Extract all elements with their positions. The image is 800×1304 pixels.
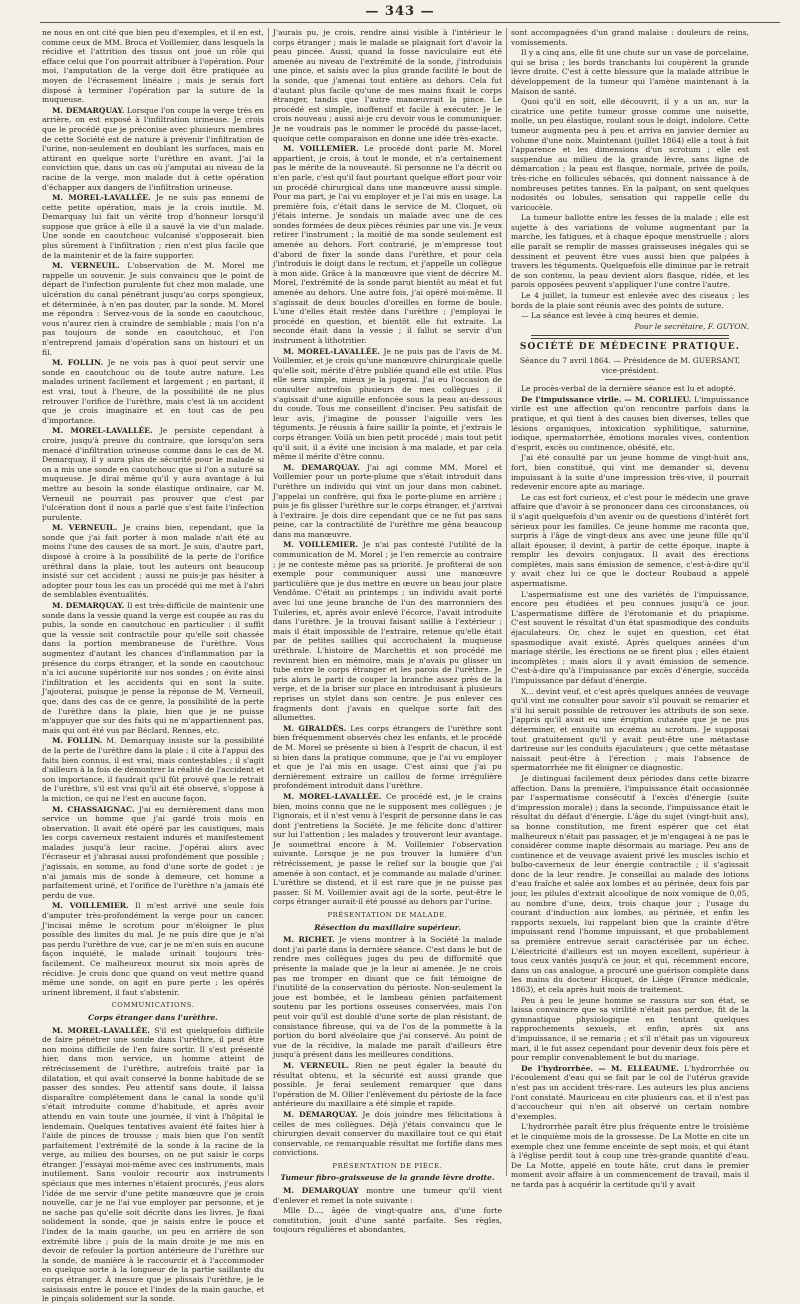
paragraph xyxy=(42,106,264,192)
section-subtitle: Corps étranger dans l'urèthre. xyxy=(88,1012,218,1022)
page-number: — 343 — xyxy=(365,4,435,19)
paragraph-text: M. Demarquay insiste sur la possibilité de la perte de l'urèthre dans la plaie ; il cite à l'appui des faits bien connus, il est vrai, mais contestables ; il s'agit d'ailleurs à la fois de démontrer la réalité de l'accident et son importance, il faudrait qu'il fût prouvé que le retrait de l'urèthre, s'il est vrai qu'il ait été observé, s'oppose à la miction, ce qui ne l'est en aucune façon. xyxy=(42,736,264,803)
paragraph xyxy=(42,805,264,901)
paragraph-text: Je ne puis pas de l'avis de M. Voillemier, et je crois qu'une manœuvre chirurgicale quelle qu'elle soit, mérite d'être publiée quand elle est utile. Plus elle sera simple, mieux je la jugerai. J'ai eu l'occasion de consulter autrefois plusieurs de mes collègues ; il s'agissait d'une aiguille enfoncée sous la peau au-dessous du coude. Tous me conseillent d'inciser. Peu satisfait de leur avis, j'imagine de pousser l'aiguille vers les téguments. Je réussis à faire saillir la pointe, et j'extrais le corps étranger. Voilà un bien petit procédé ; mais tout petit qu'il soit, il a évité une incision à ma malade, et par cela même il mérite d'être connu. xyxy=(273,346,502,462)
paragraph: L'hydrorrhée paraît être plus fréquente entre le troisième et le cinquième mois de la grossesse. De La Motte en cite un exemple chez une femme enceinte de sept mois, et qui étant à l'église perdit tout à coup une très-grande quantité d'eau. De La Motte, appelé en toute hâte, crut dans le premier moment avoir affaire à un commencement de travail, mais il ne tarda pas à acquérir la certitude qu'il y avait xyxy=(511,1122,749,1189)
paragraph xyxy=(42,523,264,600)
column-divider xyxy=(506,28,507,1176)
section-rule xyxy=(531,335,729,339)
paragraph-text: Ce procédé est, je le crains bien, moins connu que ne le supposent mes collègues ; je l'ignorais, et il n'est venu à l'esprit de personne dans le cas dont j'entretiens la Société. Je me félicite donc d'attirer sur lui l'attention ; les malades y trouveront leur avantage. Je soumettrai encore à M. Voillemier l'observation suivante. Lorsque je ne pus trouver la lumière d'un rétrécissement, je passe le relief sur la bougie que j'ai amenée à son contact, et je commande au malade d'uriner. L'urèthre se distend, et il est rare que je ne puisse pas passer. Si M. Voillemier avait agi de la sorte, peut-être le corps étranger aurait-il été poussé au dehors par l'urine. xyxy=(273,791,503,907)
paragraph-text: Il est très-difficile de maintenir une sonde dans la vessie quand la verge est coupée au ras du pubis, la sonde en caoutchouc en particulier : il suffit que la vessie soit contractile pour qu'elle soit chassée dans la portion membraneuse de l'urèthre. Vous augmentez d'autant les chances d'inflammation par la présence du corps étranger, et la sonde en caoutchouc n'a ici aucune supériorité sur nos sondes ; on évite ainsi l'infiltration et les accidents qui en sont la suite. J'ajouterai, puisque je pense la réponse de M. Verneuil, que, dans des cas de ce genre, la possibilité de la perte de l'urèthre dans la plaie, bien que je ne puisse m'appuyer que sur des faits qui ne m'appartiennent pas, mais qui ont été vus par Béclard, Rennes, etc. xyxy=(42,601,265,735)
column-left xyxy=(42,28,265,1304)
paragraph xyxy=(273,1186,502,1205)
speaker-name: M. FOLLIN. xyxy=(52,358,104,368)
paragraph: Peu à peu le jeune homme se rassura sur son état, se laissa convaincre que sa virilité n'était pas perdue, fit de la gymnastique physiologique en tentant quelques rapprochements sexuels, et enfin, après six ans d'impuissance, il se remaria ; et s'il n'était pas un vigoureux mari, il le fut assez cependant pour devenir deux fois père et pour remplir convenablement le but du mariage. xyxy=(511,995,749,1063)
paragraph xyxy=(273,792,502,907)
paragraph-text: Je persiste cependant à croire, jusqu'à preuve du contraire, que lorsqu'on sera menacé d'infiltration urineuse comme dans le cas de M. Demarquay, il y aura plus de sécurité pour le malade si on a mis une sonde en caoutchouc que si l'on a suturé sa muqueuse. Je dirai même qu'il y aura avantage à lui mettre au besoin la sonde élastique ordinaire, car M. Verneuil ne pourrait pas prouver que c'est par l'ulcération dont il nous a parlé que s'est faite l'infection purulente. xyxy=(42,426,264,522)
paragraph-text: montre une tumeur qu'il vient d'enlever et remet la note suivante : xyxy=(273,1186,503,1205)
speaker-name: M. VERNEUIL. xyxy=(283,1060,350,1070)
speaker-name: M. GIRALDÈS. xyxy=(283,723,347,733)
column-divider xyxy=(268,28,269,1176)
paragraph-text: Rien ne peut égaler la beauté du résultat obtenu, et la sécurité est aussi grande que possible. Je ferai seulement remarquer que dans l'opération de M. Ollier l'enlèvement du périoste de la face antérieure du maxillaire a été simple et rapide. xyxy=(273,1060,502,1109)
paragraph: Mlle D..., âgée de vingt-quatre ans, d'une forte constitution, jouit d'une santé parfaite. Ses règles, toujours régulières et abondantes, xyxy=(273,1206,502,1235)
section-title: PRÉSENTATION DE MALADE. xyxy=(327,911,448,920)
paragraph xyxy=(511,395,749,453)
header-rule xyxy=(40,22,780,23)
speaker-name: M. CHASSAIGNAC. xyxy=(52,804,135,814)
short-rule xyxy=(605,379,655,380)
speaker-name: M. DEMARQUAY. xyxy=(52,105,125,115)
speaker-name: M. VERNEUIL. xyxy=(52,261,120,271)
paragraph xyxy=(42,193,264,260)
paragraph: J'aurais pu, je crois, rendre ainsi visible à l'intérieur le corps étranger ; mais le malade se plaignait fort d'avoir la peau pincée. Aussi, quand la fosse naviculaire eut été amenée au niveau de l'extrémité de la sonde, j'introduisis une pince, et saisis avec la plus grande facilité le bout de la sonde, que j'amenai tout entière au dehors. Cela fut d'autant plus facile qu'une de mes mains fixait le corps étranger, tandis que l'autre manœuvrait la pince. Le procédé est simple, inoffensif et facile à exécuter. Je le crois nouveau ; aussi ai-je cru devoir vous le communiquer. Je ne voudrais pas le nommer le procédé du passe-lacet, quoique cette comparaison en donne une idée très-exacte. xyxy=(273,28,502,143)
speaker-name: M. VOILLEMIER. xyxy=(52,901,129,911)
column-right xyxy=(511,28,749,1189)
paragraph-text: L'hydrorrhée ou l'écoulement d'eau qui se fait par le col de l'utérus gravide n'est pas un accident très-rare. Les auteurs les plus anciens l'ont constaté. Mauriceau en cite plusieurs cas, et il n'est pas d'accoucheur qui n'en ait observé un certain nombre d'exemples. xyxy=(511,1063,749,1121)
paragraph xyxy=(42,601,264,735)
paragraph-text: Je n'ai pas contesté l'utilité de la communication de M. Morel ; je l'en remercie au contraire ; je ne conteste même pas sa priorité. Je profiterai de son exemple pour communiquer aussi une manœuvre particulière que je dus mettre en œuvre un beau jour place Vendôme. C'était au printemps ; un individu avait porté avec lui une jeune branche de l'un des marronniers des Tuileries, et, après avoir enlevé l'écorce, l'avait introduite dans l'urèthre. Je la trouvai faisant saillie à l'extérieur ; mais il était impossible de l'extraire, retenue qu'elle était par de petites saillies qui accrochaient la muqueuse uréthrale. L'histoire de Marchettis et son procédé me revinrent bien en mémoire, mais je n'avais pu glisser un tube entre le corps étranger et les parois de l'urèthre. Je pris alors le parti de couper la branche assez près de la verge, et de la briser sur place en introduisant à plusieurs reprises un stylet dans son centre. Je pus enlever ces fragments dont j'avais en quelque sorte fait des allumettes. xyxy=(273,540,503,723)
paragraph xyxy=(273,540,502,722)
paragraph-text: Je crains bien, cependant, que la sonde que j'ai fait porter à mon malade n'ait été au moins l'une des causes de sa mort. Je suis, d'autre part, disposé à croire à la possibilité de la perte de l'orifice uréthral dans la plaie, tout les auteurs ont beaucoup insisté sur cet accident ; aussi ne puis-je pas hésiter à adopter pour tous les cas un procédé qui me met à l'abri de semblables éventualités. xyxy=(42,523,265,600)
column-middle xyxy=(273,28,503,1235)
paragraph-text: Lorsque l'on coupe la verge très en arrière, on est exposé à l'infiltration urineuse. Je crois que le procédé que je préconise avec plusieurs membres de cette Société est de nature à prévenir l'infiltration de l'urine, non-seulement en doublant les surfaces, mais en attirant en quelque sorte l'urèthre en avant. J'ai la conviction que, dans un cas où j'amputai au niveau de la racine de la verge, mon malade dut à cette opération d'échapper aux dangers de l'infiltration urineuse. xyxy=(42,105,264,192)
paragraph: L'aspermatisme est une des variétés de l'impuissance, encore peu étudiées et peu connues jusqu'à ce jour. L'aspermatisme diffère de l'érotomanie et du priapisme. C'est souvent le résultat d'un état spasmodique des conduits éjaculateurs. Or, chez le sujet en question, cet état spasmodique avait existé. Après quelques années d'un mariage stérile, les érections ne se firent plus ; elles étaient incomplètes ; mais alors il y avait émission de semence. C'est-à-dire qu'à l'impuissance par excès d'énergie, succéda l'impuissance par défaut d'énergie. xyxy=(511,589,749,685)
paragraph-text: S'il est quelquefois difficile de faire pénétrer une sonde dans l'urèthre, il peut être non moins difficile de l'en faire sortir. Il s'est présenté hier, dans mon service, un homme atteint de rétrécissement de l'urèthre, autrefois traité par la dilatation, et qui avait conservé la bonne habitude de se passer des sondes. Peu attentif sans doute, il laissa disparaître complétement dans le canal la sonde qu'il s'était introduite comme d'habitude, et après avoir attendu en vain toute une journée, il vint à l'hôpital le lendemain. Quelques tentatives avaient été faites hier à l'aide de pinces de trousse ; mais bien que l'on sentît parfaitement l'extrémité de la sonde à la racine de la verge, au milieu des bourses, on ne put saisir le corps étranger. J'essayai moi-même avec ces instruments, mais inutilement. Sans vouloir recourir aux instruments spéciaux que mes internes n'étaient procurés, j'eus alors l'idée de me servir d'une petite manœuvre que je crois nouvelle, car je ne l'ai vue employer par personne, et je ne sache pas qu'elle soit décrite dans les livres. Je fixai solidement la sonde, que je saisis entre le pouce et l'index de la main gauche, un peu en arrière de son extrémité libre ; puis de la main droite je me mis en devoir de refouler la portion antérieure de l'urèthre sur la sonde, de manière à le raccourcir et à l'accommoder en quelque sorte à la longueur de la partie saillante du corps étranger. À mesure que je plissais l'urèthre, je le saisissais entre le pouce et l'index de la main gauche, et le pinçais solidement sur la sonde. xyxy=(42,1025,264,1304)
section-title: COMMUNICATIONS. xyxy=(111,1001,195,1010)
paragraph: Je distinguai facilement deux périodes dans cette bizarre affection. Dans la première, l'impuissance était occasionnée par l'aspermatisme consécutif à l'excès d'énergie (suite d'impression morale) ; dans la seconde, l'impuissance était le résultat du défaut d'énergie. L'âge du sujet (vingt-huit ans), sa bonne constitution, me firent espérer que cet état malheureux n'était pas passager, et je m'engageai à ne pas le considérer comme inapte désormais au mariage. Peu ans de continence et de veuvage avaient privé les muscles ischio et bulbo-caverneux de leur énergie contractile ; il s'agissait donc de la leur rendre. Je conseillai au malade des lotions d'eau fraîche et salée aux lombes et au périnée, deux fois par jour, les pilules d'extrait alcoolique de noix vomique de 0,05, au nombre d'une, deux, trois chaque jour ; l'usage du courant d'induction aux lombes, au périnée, et enfin les rapports sexuels, lui rappelant bien que la crainte d'être impuissant rend l'homme impuissant, et que probablement sa première entrevue serait caractérisée par un échec. L'électricité d'ailleurs est un moyen excellent, supérieur à tous ceux vantés jusqu'à ce jour, et qui, récemment encore, dans un cas analogue, a procuré une guérison complète dans les mains du docteur Hicquet, de Liège (France médicale, 1863), et cela après huit mois de traitement. xyxy=(511,773,749,994)
speaker-name: M. MOREL-LAVALLÉE. xyxy=(52,426,153,436)
speaker-name: M. DEMARQUAY. xyxy=(283,462,360,472)
section-subtitle: Tumeur fibro-graisseuse de la grande lèvre droite. xyxy=(280,1173,495,1183)
section-subtitle: Résection du maxillaire supérieur. xyxy=(314,922,461,932)
paragraph: Le cas est fort curieux, et c'est pour le médecin une grave affaire que d'avoir à se prononcer dans ces circonstances, où il s'agit quelquefois d'un avenir ou de questions d'intérêt fort sérieux pour les familles. Ce jeune homme me raconta que, surpris à l'âge de vingt-deux ans avec une jeune fille qu'il allait épouser, il devint, à partir de cette époque, inapte à remplir les devoirs conjugaux. Il avait des érections complètes, mais sans émission de semence, c'est-à-dire qu'il y avait chez lui ce que le docteur Roubaud a appelé aspermatisme. xyxy=(511,492,749,589)
topic-heading: De l'impuissance virile. xyxy=(521,394,622,404)
paragraph-text: Je ne vois pas à quoi peut servir une sonde en caoutchouc ou de toute autre nature. Les malades urinent facilement et largement ; en partant, il est vrai, tout à l'heure, de la possibilité de ne plus retrouver l'orifice de l'urèthre, mais c'est là un accident que je crois imaginaire et en tout cas de peu d'importance. xyxy=(42,358,264,425)
speaker-name: — M. ELLEAUME. xyxy=(598,1063,679,1073)
paragraph: sont accompagnées d'un grand malaise : douleurs de reins, vomissements. xyxy=(511,28,749,47)
paragraph xyxy=(273,347,502,462)
paragraph-text: Je ne suis pas ennemi de cette petite opération, mais je la crois inutile. M. Demarquay lui fait un vérité trop d'honneur lorsqu'il suppose que grâce à elle il a sauvé la vie d'un malade. Une sonde en caoutchouc vulcanisé s'opposerait bien plus sûrement à l'infiltration ; rien n'est plus facile que de la maintenir et de la faire supporter. xyxy=(42,193,264,260)
session-line: Séance du 7 avril 1864. — Présidence de M. GUERSANT, vice-président. xyxy=(519,356,741,375)
paragraph-text: L'impuissance virile est une affection qu'on rencontre parfois dans la pratique, et qui tient à des causes bien diverses, telles que lésions organiques, intoxication syphilitique, saturnine, iodique, spermatorrhée, émotions morales vives, contention d'esprit, excès ou continence, obésité, etc. xyxy=(511,394,749,452)
secretary-signature: Pour le secrétaire, F. GUYON. xyxy=(634,321,749,331)
paragraph xyxy=(273,463,502,540)
speaker-name: M. RICHET. xyxy=(283,935,335,945)
speaker-name: M. MOREL-LAVALLÉE. xyxy=(52,193,151,203)
paragraph xyxy=(273,144,502,345)
paragraph-text: J'ai agi comme MM. Morel et Voillemier pour un porte-plume que s'était introduit dans l'urèthre un individu qui vint un jour dans mon cabinet. J'appelai un confrère, qui fixa le porte-plume en arrière ; puis je fis glisser l'urèthre sur le corps étranger, et j'arrivai à l'extraire. Je dois dire cependant que ce ne fut pas sans peine, car la contractilité de l'urèthre me gêna beaucoup dans ma manœuvre. xyxy=(273,462,502,539)
paragraph-text: L'observation de M. Morel me rappelle un souvenir. Je suis convaincu que le point de départ de l'infection purulente fut chez mon malade, une ulcération du canal pénétrant jusqu'au corps spongieux, et déterminée, à n'en pas douter, par la sonde. M. Morel me répondra : Servez-vous de la sonde en caoutchouc, vous n'aurez rien à craindre de semblable ; mais l'on n'a pas toujours de sonde en caoutchouc, et l'on n'entreprend jamais d'opération sans un histouri et un fil. xyxy=(42,261,264,357)
section-title: PRÉSENTATION DE PIÈCE. xyxy=(332,1161,443,1170)
paragraph xyxy=(273,724,502,791)
paragraph: ne nous en ont cité que bien peu d'exemples, et il en est, comme ceux de MM. Broca et Voillemier, dans lesquels la récidive et l'attrition des tissus ont joué un rôle qui efface celui que l'on pourrait attribuer à l'opération. Pour moi, l'amputation de la verge doit être pratiquée au moyen de l'écrasement linéaire ; mais je serais fort disposé à terminer l'opération par la suture de la muqueuse. xyxy=(42,28,264,105)
paragraph xyxy=(273,1061,502,1109)
paragraph: Le 4 juillet, la tumeur est enlevée avec des ciseaux ; les bords de la plaie sont réunis avec des points de suture. xyxy=(511,291,749,310)
speaker-name: M. FOLLIN. xyxy=(52,736,103,746)
paragraph-text: J'ai eu dernièrement dans mon service un homme que j'ai gardé trois mois en observation. Il avait été opéré par les caustiques, mais les corps caverneux restaient indurés et manifestement malades jusqu'à leur racine. J'opérai alors avec l'écraseur et j'abrasai aussi profondément que possible ; j'agissais, en somme, au fond d'une sorte de godet : je n'ai jamais mis de sonde à demeure, cet homme a parfaitement uriné, et l'orifice de l'urèthre n'a jamais été perdu de vue. xyxy=(42,804,264,900)
speaker-name: M. VOILLEMIER. xyxy=(283,144,359,154)
speaker-name: — M. CORLIEU. xyxy=(624,394,692,404)
paragraph: — La séance est levée à cinq heures et demie. xyxy=(521,311,699,321)
speaker-name: M. MOREL-LAVALLÉE. xyxy=(52,1025,150,1035)
paragraph: Il y a cinq ans, elle fit une chute sur un vase de porcelaine, qui se brisa ; les bords tranchants lui coupèrent la grande lèvre droite. C'est à cette blessure que la malade attribue le développement de la tumeur qui l'amène maintenant à la Maison de santé. xyxy=(511,48,749,96)
paragraph xyxy=(273,935,502,1060)
paragraph-text: Je dois joindre mes félicitations à celles de mes collègues. Déjà j'étais convaincu que le chirurgien devait conserver du maxillaire tout ce qui était conservable, ce remarquable résultat me fortifie dans mes convictions. xyxy=(273,1109,502,1158)
paragraph xyxy=(42,736,264,803)
paragraph-text: Je viens montrer à la Société la malade dont j'ai parlé dans la dernière séance. C'est dans le but de rendre mes collègues juges du peu de difformité que présente la malade que je la leur ai amenée. Je ne crois pas me tromper en disant que ce fait témoigne de l'inutilité de la conservation du périoste. Non-seulement la joue est bombée, et le lambeau génien parfaitement soutenu par les portions osseuses conservées, mais l'on peut voir qu'il est doublé d'une sorte de plan résistant, de consistance fibreuse, qui va de l'os de la pommette à la portion du bord alvéolaire que j'ai conservé. Au point de vue de la récidive, la malade me paraît d'ailleurs être jusqu'à présent dans les meilleures conditions. xyxy=(273,935,502,1060)
speaker-name: M. MOREL-LAVALLÉE. xyxy=(283,346,381,356)
speaker-name: M. DEMARQUAY xyxy=(283,1186,359,1196)
paragraph: J'ai été consulté par un jeune homme de vingt-huit ans, fort, bien constitué, qui vint me demander si, devenu impuissant à la suite d'une impression très-vive, il pourrait redevenir encore apte au mariage. xyxy=(511,453,749,492)
paragraph xyxy=(273,1110,502,1158)
speaker-name: M. MOREL-LAVALLÉE. xyxy=(283,791,382,801)
paragraph xyxy=(42,261,264,357)
paragraph xyxy=(511,1064,749,1122)
paragraph: La tumeur ballotte entre les fesses de la malade ; elle est sujette à des variations de volume augmentant par la marche, les fatigues, et à chaque époque menstruelle ; alors elle paraît se remplir de masses graisseuses inégales qui se dessinent et peuvent être vues aussi bien que palpées à travers les téguments. Quelquefois elle diminue par le retrait de son contenu, la peau devient alors flasque, ridée, et les parois opposées peuvent s'appliquer l'une contre l'autre. xyxy=(511,213,749,290)
speaker-name: M. DEMARQUAY. xyxy=(283,1109,358,1119)
paragraph: Quoi qu'il en soit, elle découvrit, il y a un an, sur la cicatrice une petite tumeur grosse comme une noisette, molle, un peu élastique, roulant sous le doigt, indolore. Cette tumeur augmenta peu à peu et arriva en janvier dernier au volume d'une noix. Maintenant (juillet 1864) elle a tout à fait l'apparence et les dimensions d'un scrotum ; elle est suspendue au milieu de la grande lèvre, sans ligne de démarcation ; la peau est flasque, normale, privée de poils, très-riche en follicules sébacés, qui donnent naissance à de nombreuses petites tannes. En la palpant, on sent quelques nodosités ou lobules, sensation qui rappelle celle du varicocèle. xyxy=(511,97,749,212)
paragraph-text: Les corps étrangers de l'urèthre sont bien fréquemment observés chez les enfants, et le procédé de M. Morel se présente si bien à l'esprit de chacun, il est si bien dans la pratique commune, que je l'ai vu employer et que je l'ai mis en usage. C'est ainsi que j'ai pu dernièrement extraire un caillou de forme irrégulière profondément introduit dans l'urèthre. xyxy=(273,723,502,791)
paragraph: X... devint veuf, et c'est après quelques années de veuvage qu'il vint me consulter pour savoir s'il pouvait se remarier et s'il lui serait possible de retrouver les attributs de son sexe. J'appris qu'il avait eu une éruption cutanée que je ne pus déterminer, et ensuite un eczéma au scrotum. Je supposai tout gratuitement qu'il y avait peut-être une métastase dartreuse sur les conduits éjaculateurs ; que cette métastase naissait peut-être à l'érection ; mais l'absence de spermatorrhée me fit éloigner ce diagnostic. xyxy=(511,686,749,773)
speaker-name: M. VOILLEMIER. xyxy=(283,540,359,550)
paragraph xyxy=(42,1026,264,1304)
paragraph xyxy=(42,901,264,997)
speaker-name: M. DEMARQUAY. xyxy=(52,601,125,611)
paragraph-text: Le procédé dont parle M. Morel appartient, je crois, à tout le monde, et n'a certainement pas le mérite de la nouveauté. Si personne ne l'a décrit ou n'en parle, c'est qu'il faut pourtant quelque effort pour voir un procédé chirurgical dans une manœuvre aussi simple. Pour ma part, je l'ai vu employer et je l'ai mis en usage. La première fois, c'était dans le service de M. Cloquet, où j'étais interne. Je sondais un malade avec une de ces sondes formées de deux pièces réunies par une vis. Je veux retirer l'instrument ; la moitié de ma sonde seulement est amenée au dehors. Fort contrarié, je m'empresse tout d'abord de fixer la sonde dans l'urèthre, et pour cela j'introduis le doigt dans le rectum, et j'appelle un collègue à mon aide. Grâce à la manœuvre que vient de décrire M. Morel, l'extrémité de la sonde parut bientôt au méat et fut amenée au dehors. Une autre fois, j'ai opéré moi-même. Il s'agissait de deux boucles d'oreilles en forme de boule. L'une d'elles était restée dans l'urèthre ; j'employai le procédé en question, et bientôt elle fut extraite. La seconde était dans la vessie ; il fallut se servir d'un instrument à lithotritier. xyxy=(273,144,502,345)
paragraph xyxy=(42,358,264,425)
paragraph-text: Il m'est arrivé une seule fois d'amputer très-profondément la verge pour un cancer. J'incisai même le scrotum pour m'éloigner le plus possible des limites du mal. Je ne puis dire que je n'ai pas perdu l'urèthre de vue, car je ne m'en suis en aucune façon inquiété, le malade urinait toujours très-facilement. Ce malheureux mourut six mois après de récidive. Je crois donc que quand on veut mettre quand même une sonde, on agit en pure perte ; les opérés urinent librement, il faut s'abstenir. xyxy=(42,901,264,997)
paragraph xyxy=(42,426,264,522)
society-title: SOCIÉTÉ DE MÉDECINE PRATIQUE. xyxy=(519,342,741,353)
topic-heading: De l'hydrorrhée. xyxy=(521,1063,594,1073)
speaker-name: M. VERNEUIL. xyxy=(52,523,118,533)
paragraph: Le procès-verbal de la dernière séance est lu et adopté. xyxy=(521,384,736,394)
